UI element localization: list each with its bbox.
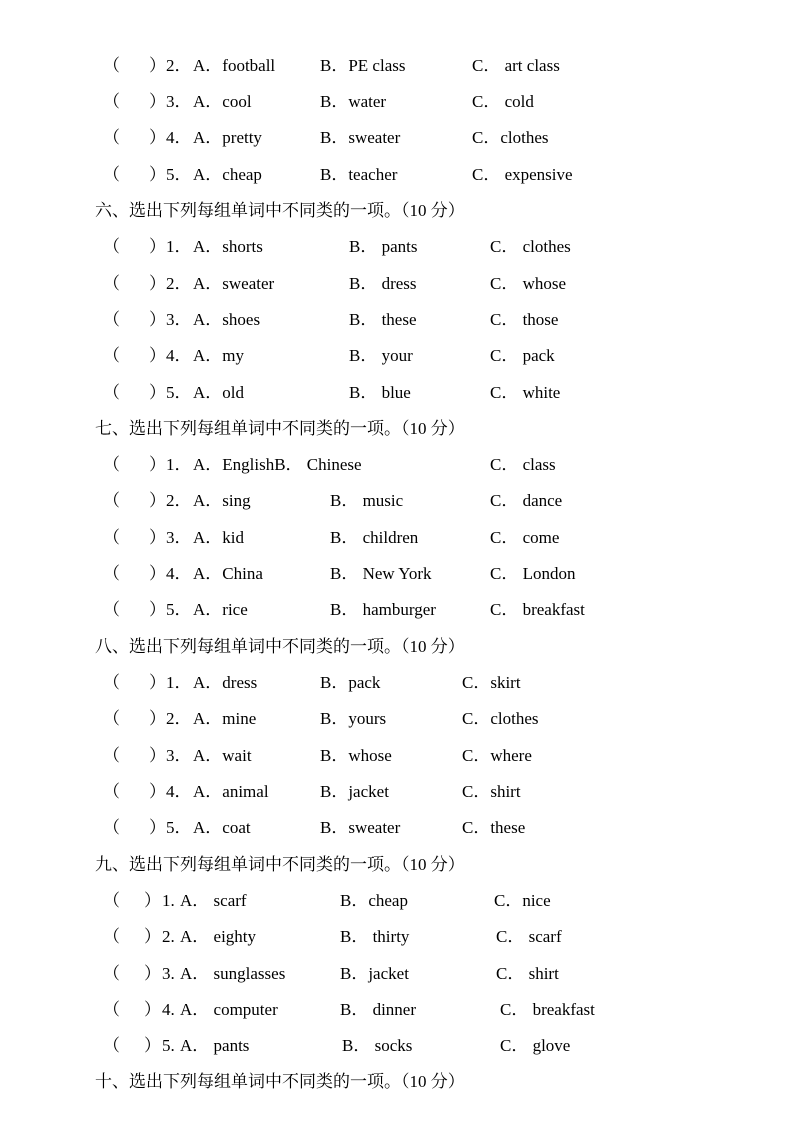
- question-number: 3.: [162, 964, 175, 983]
- option-a: A．dress: [193, 673, 258, 692]
- option-a: A．China: [193, 564, 263, 583]
- answer-paren-open: （: [103, 964, 120, 983]
- option-c: C． class: [490, 455, 556, 474]
- option-a: A．wait: [193, 746, 252, 765]
- option-c: C． pack: [490, 346, 555, 365]
- answer-paren-open: （: [103, 818, 120, 837]
- answer-paren-open: （: [103, 491, 120, 510]
- option-a: A．sing: [193, 491, 251, 510]
- option-a: A．shoes: [193, 310, 261, 329]
- option-a: A．EnglishB． Chinese: [193, 455, 362, 474]
- question-number: 2．: [166, 56, 192, 75]
- question-number: 2.: [162, 927, 175, 946]
- question-number: 5．: [166, 818, 192, 837]
- answer-paren-open: （: [103, 1000, 120, 1019]
- answer-paren-open: （: [103, 92, 120, 111]
- option-b: B． these: [349, 310, 417, 329]
- option-a: A． pants: [180, 1036, 250, 1055]
- option-c: C． breakfast: [490, 600, 585, 619]
- option-a: A．animal: [193, 782, 269, 801]
- option-c: C． scarf: [496, 927, 562, 946]
- option-c: C． expensive: [472, 165, 573, 184]
- option-a: A． computer: [180, 1000, 278, 1019]
- answer-paren-close: ）: [149, 310, 166, 329]
- answer-paren-open: （: [103, 746, 120, 765]
- option-c: C．clothes: [472, 128, 549, 147]
- option-c: C． clothes: [490, 237, 571, 256]
- option-a: A． sunglasses: [180, 964, 286, 983]
- option-a: A．my: [193, 346, 244, 365]
- answer-paren-open: （: [103, 927, 120, 946]
- question-number: 4.: [162, 1000, 175, 1019]
- question-number: 5.: [162, 1036, 175, 1055]
- answer-paren-close: ）: [149, 92, 166, 111]
- question-number: 3．: [166, 310, 192, 329]
- answer-paren-close: ）: [144, 891, 161, 910]
- option-b: B． pants: [349, 237, 418, 256]
- section-heading: 八、选出下列每组单词中不同类的一项。（10 分）: [95, 637, 465, 656]
- option-c: C．shirt: [462, 782, 521, 801]
- option-b: B． hamburger: [330, 600, 436, 619]
- option-a: A．kid: [193, 528, 244, 547]
- answer-paren-open: （: [103, 165, 120, 184]
- answer-paren-close: ）: [149, 528, 166, 547]
- question-number: 5．: [166, 383, 192, 402]
- answer-paren-open: （: [103, 274, 120, 293]
- answer-paren-close: ）: [144, 1000, 161, 1019]
- option-b: B．sweater: [320, 818, 401, 837]
- question-number: 5．: [166, 165, 192, 184]
- answer-paren-close: ）: [149, 818, 166, 837]
- answer-paren-open: （: [103, 237, 120, 256]
- section-heading: 十、选出下列每组单词中不同类的一项。（10 分）: [95, 1072, 465, 1091]
- answer-paren-close: ）: [149, 491, 166, 510]
- answer-paren-open: （: [103, 528, 120, 547]
- option-c: C． glove: [500, 1036, 571, 1055]
- answer-paren-open: （: [103, 383, 120, 402]
- answer-paren-close: ）: [149, 274, 166, 293]
- option-b: B．yours: [320, 709, 387, 728]
- answer-paren-close: ）: [149, 782, 166, 801]
- answer-paren-open: （: [103, 1036, 120, 1055]
- answer-paren-open: （: [103, 346, 120, 365]
- question-number: 1．: [166, 673, 192, 692]
- question-number: 2．: [166, 274, 192, 293]
- question-number: 4．: [166, 128, 192, 147]
- option-a: A．pretty: [193, 128, 262, 147]
- answer-paren-close: ）: [144, 927, 161, 946]
- question-number: 1．: [166, 455, 192, 474]
- answer-paren-open: （: [103, 128, 120, 147]
- answer-paren-open: （: [103, 600, 120, 619]
- section-heading: 六、选出下列每组单词中不同类的一项。（10 分）: [95, 201, 465, 220]
- answer-paren-close: ）: [149, 383, 166, 402]
- option-c: C．these: [462, 818, 526, 837]
- option-a: A．cool: [193, 92, 252, 111]
- option-a: A．football: [193, 56, 276, 75]
- question-number: 2．: [166, 491, 192, 510]
- option-a: A．sweater: [193, 274, 275, 293]
- answer-paren-close: ）: [149, 56, 166, 75]
- answer-paren-open: （: [103, 709, 120, 728]
- answer-paren-close: ）: [149, 564, 166, 583]
- answer-paren-close: ）: [149, 455, 166, 474]
- question-number: 4．: [166, 782, 192, 801]
- answer-paren-open: （: [103, 673, 120, 692]
- option-b: B．jacket: [340, 964, 409, 983]
- answer-paren-close: ）: [144, 1036, 161, 1055]
- option-c: C． art class: [472, 56, 560, 75]
- answer-paren-close: ）: [149, 746, 166, 765]
- option-c: C． whose: [490, 274, 567, 293]
- question-number: 4．: [166, 346, 192, 365]
- option-c: C．where: [462, 746, 532, 765]
- option-c: C． come: [490, 528, 560, 547]
- question-number: 1.: [162, 891, 175, 910]
- option-b: B．cheap: [340, 891, 408, 910]
- option-c: C．clothes: [462, 709, 539, 728]
- option-b: B． dress: [349, 274, 417, 293]
- option-c: C． cold: [472, 92, 534, 111]
- option-a: A． eighty: [180, 927, 257, 946]
- question-number: 2．: [166, 709, 192, 728]
- answer-paren-close: ）: [149, 346, 166, 365]
- option-c: C．skirt: [462, 673, 521, 692]
- answer-paren-close: ）: [149, 165, 166, 184]
- answer-paren-open: （: [103, 564, 120, 583]
- answer-paren-close: ）: [149, 128, 166, 147]
- option-a: A．coat: [193, 818, 251, 837]
- option-c: C． white: [490, 383, 561, 402]
- option-b: B．whose: [320, 746, 392, 765]
- question-number: 1．: [166, 237, 192, 256]
- option-a: A． scarf: [180, 891, 247, 910]
- question-number: 3．: [166, 92, 192, 111]
- question-number: 3．: [166, 528, 192, 547]
- question-number: 3．: [166, 746, 192, 765]
- option-c: C． those: [490, 310, 559, 329]
- option-c: C． London: [490, 564, 576, 583]
- section-heading: 七、选出下列每组单词中不同类的一项。（10 分）: [95, 419, 465, 438]
- answer-paren-close: ）: [144, 964, 161, 983]
- answer-paren-open: （: [103, 56, 120, 75]
- answer-paren-close: ）: [149, 673, 166, 692]
- question-number: 4．: [166, 564, 192, 583]
- option-c: C． shirt: [496, 964, 559, 983]
- option-b: B． socks: [342, 1036, 413, 1055]
- option-b: B． your: [349, 346, 413, 365]
- answer-paren-close: ）: [149, 709, 166, 728]
- option-c: C．nice: [494, 891, 551, 910]
- option-b: B．PE class: [320, 56, 406, 75]
- section-heading: 九、选出下列每组单词中不同类的一项。（10 分）: [95, 855, 465, 874]
- option-a: A．cheap: [193, 165, 262, 184]
- option-b: B．jacket: [320, 782, 389, 801]
- answer-paren-close: ）: [149, 237, 166, 256]
- option-c: C． breakfast: [500, 1000, 595, 1019]
- answer-paren-close: ）: [149, 600, 166, 619]
- option-b: B． children: [330, 528, 419, 547]
- question-number: 5．: [166, 600, 192, 619]
- option-b: B．water: [320, 92, 387, 111]
- option-b: B． dinner: [340, 1000, 417, 1019]
- option-b: B．sweater: [320, 128, 401, 147]
- option-b: B．pack: [320, 673, 381, 692]
- option-b: B． New York: [330, 564, 432, 583]
- answer-paren-open: （: [103, 310, 120, 329]
- option-a: A．old: [193, 383, 244, 402]
- answer-paren-open: （: [103, 455, 120, 474]
- option-c: C． dance: [490, 491, 563, 510]
- option-a: A．rice: [193, 600, 248, 619]
- option-a: A．mine: [193, 709, 257, 728]
- option-b: B．teacher: [320, 165, 398, 184]
- answer-paren-open: （: [103, 891, 120, 910]
- answer-paren-open: （: [103, 782, 120, 801]
- option-b: B． music: [330, 491, 404, 510]
- option-a: A．shorts: [193, 237, 263, 256]
- option-b: B． blue: [349, 383, 411, 402]
- option-b: B． thirty: [340, 927, 410, 946]
